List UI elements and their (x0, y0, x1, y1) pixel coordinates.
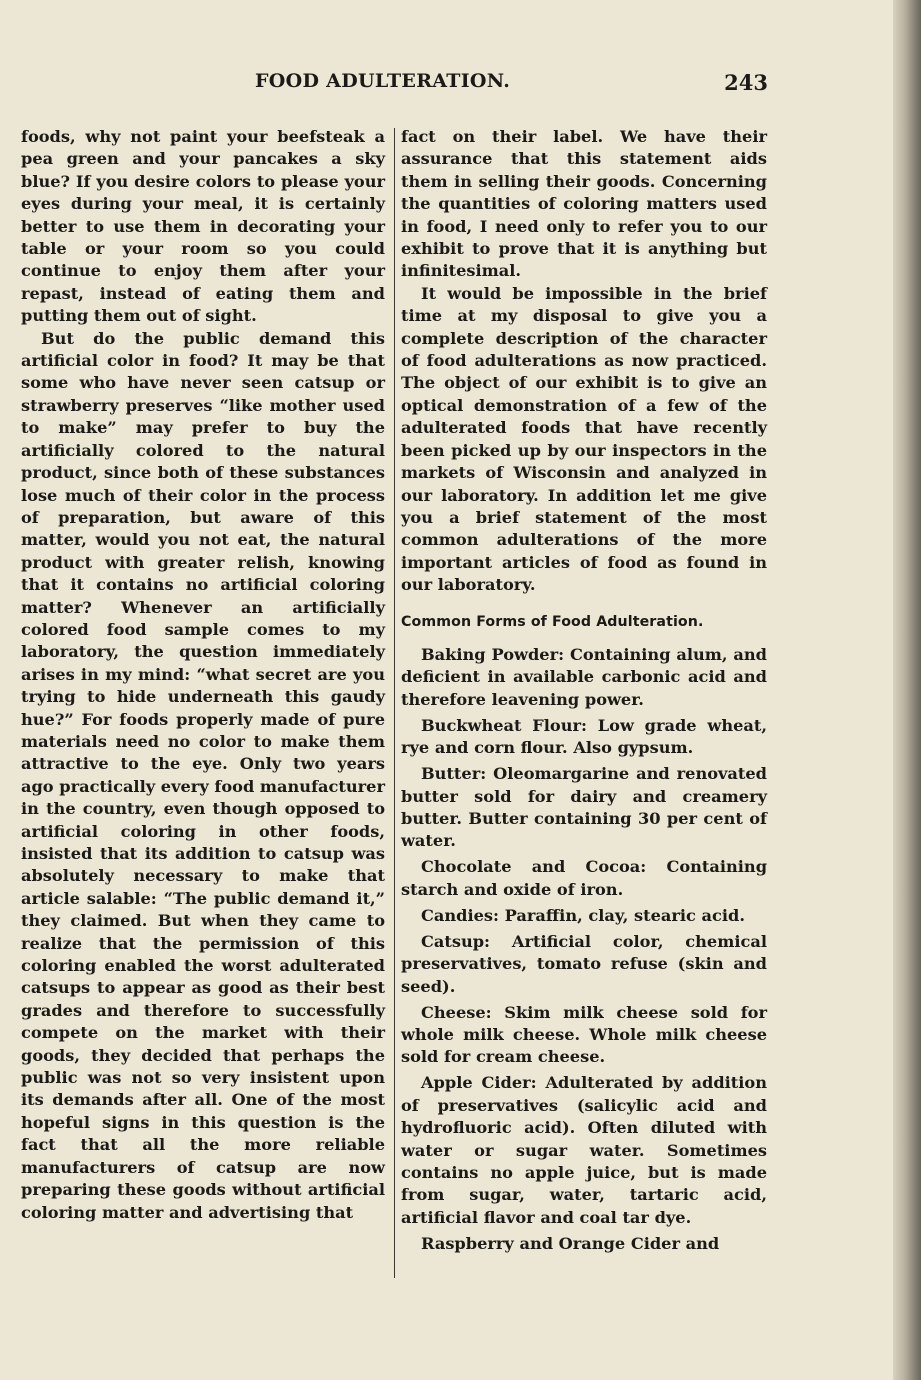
adulteration-entry (401, 644, 767, 711)
entry-text: Containing alum, and deficient in available carbonic acid and therefore leavening power. (401, 644, 767, 709)
adulteration-entry (401, 763, 767, 853)
entry-label: Catsup: (421, 931, 491, 951)
entry-text: Paraffin, clay, stearic acid. (504, 905, 745, 925)
left-column (21, 126, 385, 1224)
entry-label: Candies: (421, 905, 499, 925)
body-paragraph: foods, why not paint your beefsteak a pea green and your pancakes a sky blue? If you desire colors to please your eyes during your meal, it is certainly better to use them in decorating your table or your room so you could continue to enjoy them after your repast, instead of eating them and putting them out of sight. (21, 127, 385, 326)
page-edge (893, 0, 921, 1380)
section-subheading: Common Forms of Food Adulteration. (401, 613, 704, 630)
body-paragraph: fact on their label. We have their assurance that this statement aids them in selling their goods. Concerning the quantities of coloring matters used in food, I need only to refer you to our exhibit to prove that it is anything but infinitesimal. (401, 127, 767, 281)
entry-text: Containing starch and oxide of iron. (401, 857, 768, 899)
adulteration-entry (401, 1233, 767, 1255)
entry-text: Low grade wheat, rye and corn flour. Also gypsum. (401, 715, 767, 758)
entry-label: Chocolate and Cocoa: (421, 857, 647, 877)
adulteration-entry (401, 905, 767, 927)
body-paragraph: But do the public demand this artificial color in food? It may be that some who have never seen catsup or strawberry preserves “like mother used to make” may prefer to buy the artificially colored to the natural product, since both of these substances lose much of their color in the process of preparation, but aware of this matter, would you not eat, the natural product with greater relish, knowing that it contains no artificial coloring matter? Whenever an artificially colored food sample comes to my laboratory, the question immediately arises in my mind: “what secret are you trying to hide underneath this gaudy hue?” For foods properly made of pure materials need no color to make them attractive to the eye. Only two years ago practically every food manufacturer in the country, even though opposed to artificial coloring in other foods, insisted that its addition to catsup was absolutely necessary to make that article salable: “The public demand it,” they claimed. But when they came to realize that the permission of this coloring enabled the worst adulterated catsups to appear as good as their best grades and therefore to successfully compete on the market with their goods, they decided that perhaps the public was not so very insistent upon its demands after all. One of the most hopeful signs in this question is the fact that all the more reliable manufacturers of catsup are now preparing these goods without artificial coloring matter and advertising that (21, 328, 385, 1222)
entry-label: Baking Powder: (421, 644, 565, 664)
running-title: FOOD ADULTERATION. (255, 70, 511, 92)
entry-label: Buckwheat Flour: (421, 715, 587, 735)
body-paragraph: It would be impossible in the brief time at my disposal to give you a complete description of the character of food adulterations as now practiced. The object of our exhibit is to give an optical demonstration of a few of the adulterated foods that have recently been picked up by our inspectors in the markets of Wisconsin and analyzed in our laboratory. In addition let me give you a brief statement of the most common adulterations of the more important articles of food as found in our laboratory. (401, 283, 767, 595)
adulteration-entry (401, 715, 767, 760)
entry-text: Oleomargarine and renovated butter sold for dairy and creamery butter. Butter containing 30 per cent of water. (401, 764, 768, 851)
adulteration-entry (401, 1072, 767, 1229)
entry-label: Raspberry and Orange Cider and (421, 1233, 720, 1253)
right-column (401, 126, 767, 1259)
adulteration-entry (401, 931, 767, 998)
entry-label: Apple Cider: (421, 1073, 537, 1093)
column-divider (394, 128, 395, 1278)
running-header (20, 70, 770, 100)
entry-text: Artificial color, chemical preservatives, tomato refuse (skin and seed). (401, 931, 767, 996)
entry-text: Adulterated by addition of preservatives (salicylic acid and hydrofluoric acid). Often diluted with water or sugar water. Sometimes contains no apple juice, but is made from sugar, water, tartaric acid, artificial flavor and coal tar dye. (401, 1073, 767, 1227)
adulteration-entry (401, 856, 767, 901)
entry-text: Skim milk cheese sold for whole milk cheese. Whole milk cheese sold for cream cheese. (401, 1002, 768, 1067)
page-number: 243 (724, 70, 768, 95)
entry-label: Cheese: (421, 1002, 492, 1022)
entry-label: Butter: (421, 764, 487, 784)
adulteration-entry (401, 1002, 767, 1069)
